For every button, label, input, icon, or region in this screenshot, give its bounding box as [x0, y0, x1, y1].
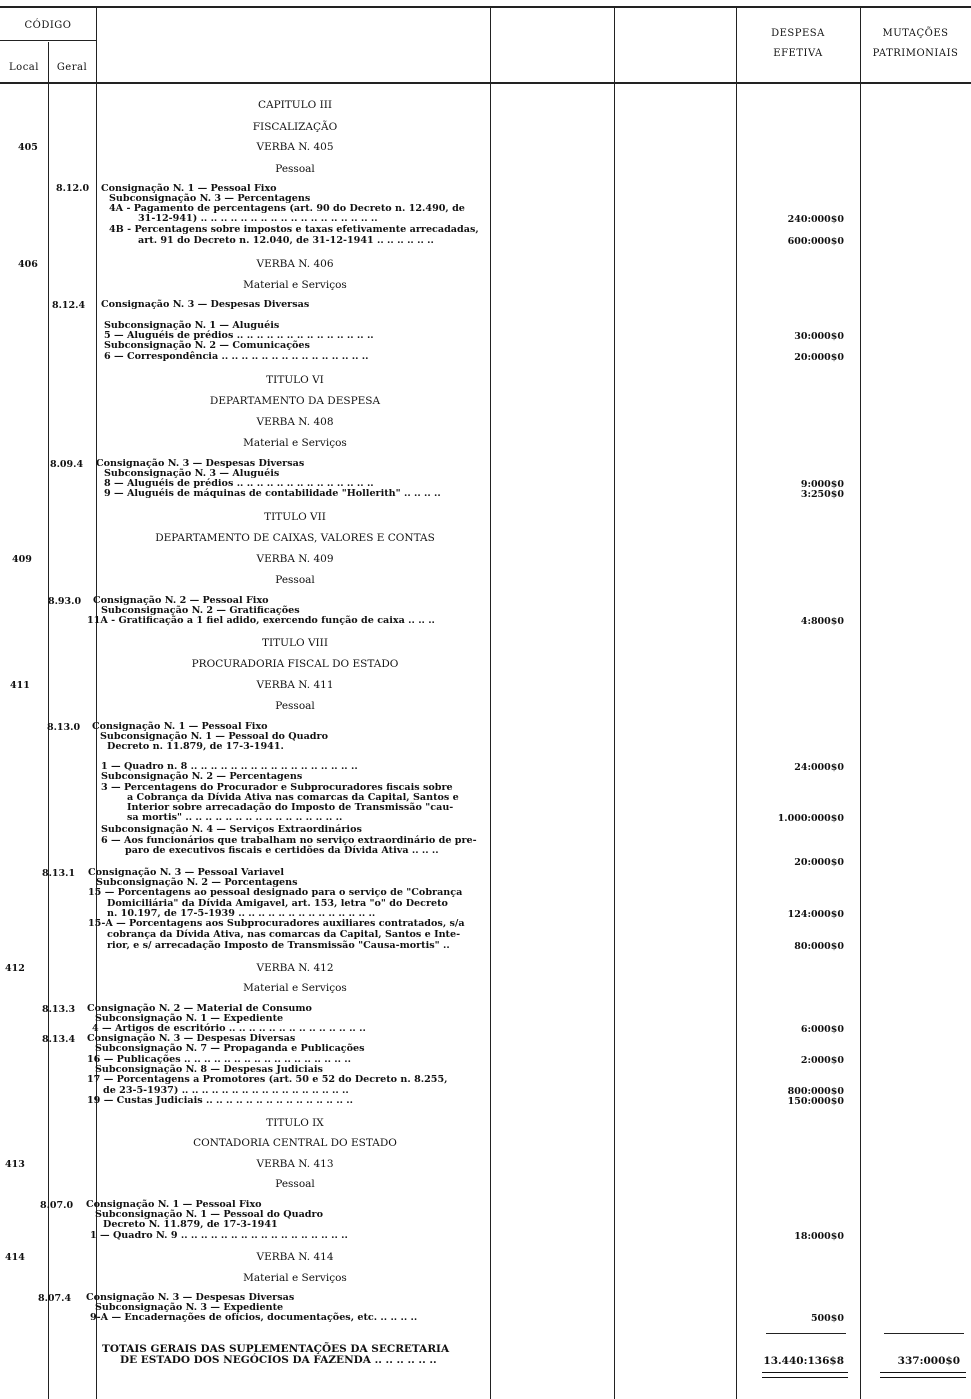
body-line: 17 — Porcentagens a Promotores (art. 50 e 52 do Decreto n. 8.255,: [87, 1074, 448, 1085]
codigo-underline: [0, 40, 96, 41]
subtotal-rule-mut: [884, 1333, 964, 1334]
amount: 20:000$0: [794, 352, 844, 363]
body-line: 15 — Porcentagens ao pessoal designado para o serviço de "Cobrança: [88, 887, 463, 898]
amount: 4:800$0: [800, 616, 844, 627]
body-line: Consignação N. 1 — Pessoal Fixo: [92, 721, 268, 732]
divider-col6: [860, 6, 861, 1399]
geral-code: 8.09.4: [50, 459, 84, 470]
caption: CAPITULO III: [257, 99, 333, 111]
body-line: Subconsignação N. 2 — Gratificações: [101, 605, 300, 616]
caption: TITULO VIII: [262, 637, 328, 649]
amount: 1.000:000$0: [777, 813, 844, 824]
body-line: cobrança da Dívida Ativa, nas comarcas da Capital, Santos e Inte-: [107, 929, 461, 940]
body-line: 1 — Quadro n. 8 .. .. .. .. .. .. .. .. .. .. .. .. .. .. .. .. ..: [101, 761, 358, 772]
caption: FISCALIZAÇÃO: [252, 121, 338, 133]
local-code: 414: [5, 1252, 25, 1263]
amount: 150:000$0: [787, 1096, 844, 1107]
geral-code: 8.13.1: [42, 868, 76, 879]
amount: 6:000$0: [800, 1024, 844, 1035]
amount: 24:000$0: [794, 762, 844, 773]
body-line: Consignação N. 1 — Pessoal Fixo: [101, 183, 277, 194]
caption: Material e Serviços: [243, 279, 347, 291]
totals-line-1: TOTAIS GERAIS DAS SUPLEMENTAÇÕES DA SECRETARIA: [102, 1343, 450, 1355]
body-line: 6 — Correspondência .. .. .. .. .. .. .. .. .. .. .. .. .. .. ..: [104, 351, 369, 362]
header-despesa-2: EFETIVA: [773, 48, 823, 59]
body-line: de 23-5-1937) .. .. .. .. .. .. .. .. .. .. .. .. .. .. .. .. ..: [103, 1085, 349, 1096]
amount: 2:000$0: [800, 1055, 844, 1066]
body-line: 4B - Percentagens sobre impostos e taxas efetivamente arrecadadas,: [109, 224, 479, 235]
body-line: 6 — Aos funcionários que trabalham no serviço extraordinário de pre-: [101, 835, 477, 846]
caption: TITULO VI: [266, 374, 324, 386]
body-line: 4 — Artigos de escritório .. .. .. .. .. .. .. .. .. .. .. .. .. ..: [92, 1023, 366, 1034]
body-line: Subconsignação N. 1 — Pessoal do Quadro: [100, 731, 328, 742]
divider-local-geral: [48, 42, 49, 1399]
divider-col3: [490, 6, 491, 1399]
amount: 124:000$0: [787, 909, 844, 920]
geral-code: 8.07.4: [38, 1293, 72, 1304]
geral-code: 8.13.3: [42, 1004, 76, 1015]
amount: 9:000$0: [800, 479, 844, 490]
geral-code: 8.13.4: [42, 1034, 76, 1045]
caption: VERBA N. 412: [256, 962, 334, 974]
caption: Pessoal: [275, 1178, 315, 1190]
body-line: Subconsignação N. 8 — Despesas Judiciais: [95, 1064, 323, 1075]
amount: 30:000$0: [794, 331, 844, 342]
body-line: Decreto N. 11.879, de 17-3-1941: [103, 1219, 278, 1230]
body-line: Consignação N. 3 — Pessoal Variavel: [88, 867, 285, 878]
caption: Pessoal: [275, 574, 315, 586]
mutacoes-total: 337:000$0: [897, 1355, 960, 1367]
header-rule: [0, 82, 971, 84]
caption: PROCURADORIA FISCAL DO ESTADO: [191, 658, 399, 670]
body-line: Subconsignação N. 7 — Propaganda e Publicações: [95, 1043, 365, 1054]
caption: Pessoal: [275, 163, 315, 175]
body-line: 31-12-941) .. .. .. .. .. .. .. .. .. .. .. .. .. .. .. .. .. ..: [138, 213, 378, 224]
amount: 3:250$0: [800, 489, 844, 500]
caption: VERBA N. 405: [256, 141, 334, 153]
body-line: 15-A — Porcentagens aos Subprocuradores auxiliares contratados, s/a: [88, 918, 465, 929]
caption: DEPARTAMENTO DE CAIXAS, VALORES E CONTAS: [155, 532, 435, 544]
geral-code: 8.93.0: [48, 596, 82, 607]
amount: 600:000$0: [787, 236, 844, 247]
amount: 20:000$0: [794, 857, 844, 868]
body-line: Consignação N. 1 — Pessoal Fixo: [86, 1199, 262, 1210]
header-despesa-1: DESPESA: [771, 28, 825, 39]
body-line: Subconsignação N. 3 — Aluguéis: [104, 468, 280, 479]
amount-total: 13.440:136$8: [763, 1355, 844, 1367]
local-code: 406: [18, 259, 38, 270]
caption: CONTADORIA CENTRAL DO ESTADO: [193, 1137, 397, 1149]
divider-geral-text: [96, 6, 97, 1399]
caption: Pessoal: [275, 700, 315, 712]
header-geral: Geral: [56, 62, 88, 73]
body-line: Subconsignação N. 1 — Aluguéis: [104, 320, 280, 331]
geral-code: 8.07.0: [40, 1200, 74, 1211]
subtotal-rule: [766, 1333, 846, 1334]
geral-code: 8.12.0: [56, 183, 90, 194]
amount: 800:000$0: [787, 1086, 844, 1097]
body-line: Subconsignação N. 2 — Porcentagens: [96, 877, 298, 888]
amount: 18:000$0: [794, 1231, 844, 1242]
body-line: Subconsignação N. 3 — Percentagens: [109, 193, 311, 204]
body-line: Subconsignação N. 1 — Expediente: [95, 1013, 284, 1024]
caption: Material e Serviços: [243, 982, 347, 994]
body-line: Consignação N. 2 — Pessoal Fixo: [93, 595, 269, 606]
body-line: Consignação N. 3 — Despesas Diversas: [101, 299, 310, 310]
amount: 240:000$0: [787, 214, 844, 225]
caption: VERBA N. 408: [256, 416, 334, 428]
caption: VERBA N. 409: [256, 553, 334, 565]
body-line: rior, e s/ arrecadação Imposto de Transmissão "Causa-mortis" ..: [107, 940, 450, 951]
body-line: 5 — Aluguéis de prédios .. .. .. .. .. .. .. .. .. .. .. .. .. ..: [104, 330, 374, 341]
body-line: 9-A — Encadernações de ofícios, documentações, etc. .. .. .. ..: [90, 1312, 418, 1323]
body-line: n. 10.197, de 17-5-1939 .. .. .. .. .. .. .. .. .. .. .. .. .. ..: [107, 908, 376, 919]
caption: VERBA N. 413: [256, 1158, 334, 1170]
body-line: Domiciliária" da Dívida Amigavel, art. 153, letra "o" do Decreto: [107, 898, 448, 909]
body-line: Subconsignação N. 2 — Percentagens: [101, 771, 303, 782]
body-line: Consignação N. 2 — Material de Consumo: [87, 1003, 312, 1014]
header-mutacoes-1: MUTAÇÕES: [882, 28, 949, 39]
body-line: Consignação N. 3 — Despesas Diversas: [87, 1033, 296, 1044]
body-line: Subconsignação N. 1 — Pessoal do Quadro: [95, 1209, 323, 1220]
local-code: 412: [5, 963, 25, 974]
body-line: 1 — Quadro N. 9 .. .. .. .. .. .. .. .. .. .. .. .. .. .. .. .. ..: [90, 1230, 348, 1241]
body-line: Subconsignação N. 2 — Comunicações: [104, 340, 310, 351]
geral-code: 8.12.4: [52, 300, 86, 311]
caption: Material e Serviços: [243, 1272, 347, 1284]
body-line: 19 — Custas Judiciais .. .. .. .. .. .. .. .. .. .. .. .. .. .. ..: [87, 1095, 353, 1106]
local-code: 405: [18, 142, 38, 153]
body-line: Interior sobre arrecadação do Imposto de Transmissão "cau-: [127, 802, 454, 813]
body-line: 4A - Pagamento de percentagens (art. 90 do Decreto n. 12.490, de: [109, 203, 465, 214]
top-rule: [0, 6, 971, 8]
body-line: Decreto n. 11.879, de 17-3-1941.: [107, 741, 284, 752]
local-code: 413: [5, 1159, 25, 1170]
body-line: 16 — Publicações .. .. .. .. .. .. .. .. .. .. .. .. .. .. .. .. ..: [87, 1054, 351, 1065]
totals-line-2: DE ESTADO DOS NEGÓCIOS DA FAZENDA .. .. .. .. .. ..: [120, 1354, 437, 1366]
body-line: 11A - Gratificação a 1 fiel adido, exercendo função de caixa .. .. ..: [87, 615, 435, 626]
body-line: sa mortis" .. .. .. .. .. .. .. .. .. .. .. .. .. .. .. ..: [127, 812, 343, 823]
amount: 500$0: [810, 1313, 844, 1324]
body-line: a Cobrança da Dívida Ativa nas comarcas da Capital, Santos e: [127, 792, 459, 803]
caption: VERBA N. 414: [256, 1251, 334, 1263]
body-line: 3 — Percentagens do Procurador e Subprocuradores fiscais sobre: [101, 782, 453, 793]
body-line: paro de executivos fiscais e certidões da Dívida Ativa .. .. ..: [125, 845, 439, 856]
body-line: 9 — Aluguéis de máquinas de contabilidade "Hollerith" .. .. .. ..: [104, 488, 441, 499]
caption: VERBA N. 411: [256, 679, 334, 691]
caption: TITULO IX: [266, 1117, 324, 1129]
mutacoes-double-rule: [880, 1372, 966, 1378]
caption: VERBA N. 406: [256, 258, 334, 270]
caption: TITULO VII: [264, 511, 326, 523]
header-local: Local: [9, 62, 39, 73]
body-line: Subconsignação N. 4 — Serviços Extraordinários: [101, 824, 362, 835]
body-line: 8 — Aluguéis de prédios .. .. .. .. .. .. .. .. .. .. .. .. .. ..: [104, 478, 374, 489]
header-mutacoes-2: PATRIMONIAIS: [872, 48, 959, 59]
body-line: Subconsignação N. 3 — Expediente: [95, 1302, 284, 1313]
local-code: 409: [12, 554, 32, 565]
caption: DEPARTAMENTO DA DESPESA: [209, 395, 381, 407]
local-code: 411: [10, 680, 30, 691]
body-line: art. 91 do Decreto n. 12.040, de 31-12-1941 .. .. .. .. .. ..: [138, 235, 434, 246]
body-line: Consignação N. 3 — Despesas Diversas: [96, 458, 305, 469]
geral-code: 8.13.0: [47, 722, 81, 733]
body-line: Consignação N. 3 — Despesas Diversas: [86, 1292, 295, 1303]
total-double-rule: [762, 1372, 848, 1378]
caption: Material e Serviços: [243, 437, 347, 449]
divider-col4: [614, 6, 615, 1399]
amount: 80:000$0: [794, 941, 844, 952]
header-codigo: CÓDIGO: [24, 20, 72, 31]
